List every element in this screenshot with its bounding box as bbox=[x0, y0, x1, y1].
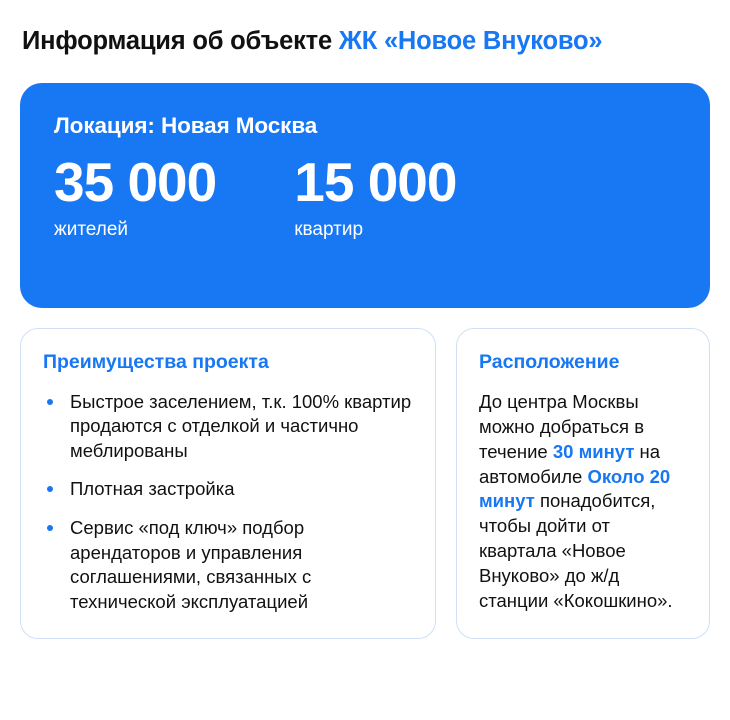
list-item bbox=[43, 390, 413, 464]
location-card bbox=[456, 328, 710, 640]
location-text-part2: на автомобиле bbox=[479, 440, 661, 487]
bullet-dot-icon bbox=[47, 525, 53, 531]
stat-apartments-value: 15 000 bbox=[294, 150, 457, 213]
page-title-prefix: Информация об объекте bbox=[22, 27, 339, 55]
hero-card bbox=[20, 83, 710, 308]
hero-stats bbox=[54, 150, 676, 241]
list-item bbox=[43, 516, 413, 614]
advantages-list bbox=[43, 390, 413, 615]
stat-residents-label: жителей bbox=[54, 218, 129, 240]
location-heading: Расположение bbox=[479, 350, 620, 373]
stat-residents-value: 35 000 bbox=[54, 150, 217, 213]
location-text-part1: До центра Москвы можно добраться в течение bbox=[479, 390, 645, 462]
stat-apartments-label: квартир bbox=[294, 218, 364, 240]
list-item-text: Быстрое заселением, т.к. 100% квартир продаются с отделкой и частично меблированы bbox=[70, 390, 412, 461]
advantages-card bbox=[20, 328, 436, 640]
location-highlight-drive: 30 минут bbox=[552, 440, 635, 462]
location-highlight-walk: Около 20 минут bbox=[479, 465, 671, 512]
list-item bbox=[43, 477, 413, 502]
page-title bbox=[22, 26, 710, 57]
info-cards bbox=[20, 328, 710, 640]
hero-location-label: Локация: Новая Москва bbox=[54, 112, 318, 138]
advantages-heading: Преимущества проекта bbox=[43, 350, 269, 373]
stat-residents bbox=[54, 150, 217, 241]
location-text-part3: понадобится, чтобы дойти от квартала «Новое Внуково» до ж/д станции «Кокошкино». bbox=[479, 490, 673, 612]
list-item-text: Плотная застройка bbox=[70, 478, 235, 500]
page-title-accent: ЖК «Новое Внуково» bbox=[338, 27, 603, 55]
stat-apartments bbox=[294, 150, 457, 241]
list-item-text: Сервис «под ключ» подбор арендаторов и управления соглашениями, связанных с технической эксплуатацией bbox=[70, 516, 312, 612]
bullet-dot-icon bbox=[47, 399, 53, 405]
location-text bbox=[479, 390, 687, 615]
bullet-dot-icon bbox=[47, 486, 53, 492]
